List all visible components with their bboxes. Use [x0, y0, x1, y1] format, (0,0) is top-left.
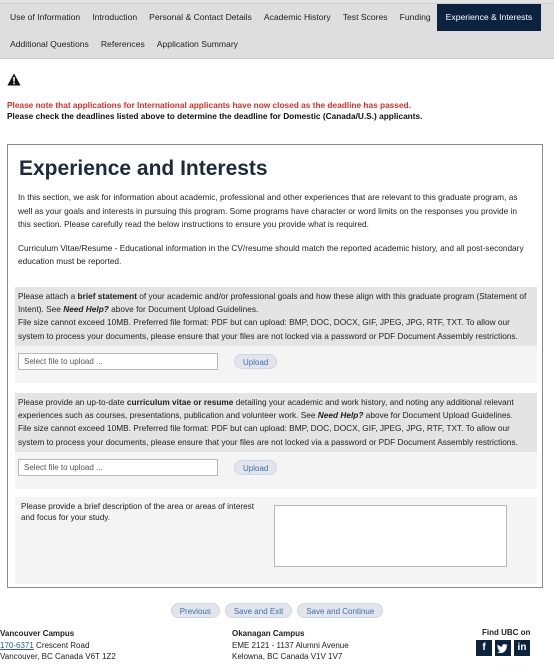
tab-academic-history[interactable]: Academic History	[263, 12, 331, 22]
tab-additional-questions[interactable]: Additional Questions	[10, 39, 89, 49]
footer	[0, 628, 554, 670]
statement-desc-mid: of your academic and/or professional goals and how these align with this graduate program (Statement of Intent). See	[18, 291, 527, 315]
international-closed-notice: Please note that applications for International applicants have now closed as the deadline has passed.	[7, 100, 411, 110]
cv-upload-row	[15, 452, 537, 476]
need-help-link[interactable]: Need Help?	[63, 304, 109, 315]
save-and-continue-button[interactable]: Save and Continue	[297, 603, 383, 618]
experience-interests-panel	[7, 144, 543, 588]
area-of-interest-label: Please provide a brief description of the area or areas of interest and focus for your study.	[21, 502, 255, 522]
facebook-icon[interactable]: f	[476, 640, 492, 656]
statement-description	[15, 287, 537, 346]
nav-row-1	[4, 4, 554, 31]
okanagan-campus	[232, 628, 349, 663]
tab-test-scores[interactable]: Test Scores	[342, 12, 388, 22]
cv-desc-bold: curriculum vitae or resume	[126, 397, 234, 407]
statement-upload-button[interactable]: Upload	[234, 354, 277, 369]
tab-experience-interests[interactable]: Experience & Interests	[437, 4, 541, 31]
statement-desc-post: above for Document Upload Guidelines.	[108, 304, 259, 315]
warning-icon	[7, 73, 21, 86]
find-ubc-label: Find UBC on	[482, 628, 531, 637]
cv-note: Curriculum Vitae/Resume - Educational information in the CV/resume should match the reported academic history, and all post-secondary education must be reported.	[18, 242, 524, 266]
need-help-link[interactable]: Need Help?	[317, 410, 364, 421]
alert-area	[0, 59, 554, 122]
okanagan-campus-name: Okanagan Campus	[232, 629, 305, 638]
section-intro: In this section, we ask for information about academic, professional and other experiences that are relevant to this graduate program, as well as your goals and interests in pursuing this program. Some programs have character or word limits on the responses you provide in this section. Please carefully read the below instructions to ensure you provide what is required.	[18, 192, 518, 229]
area-of-interest-textarea[interactable]	[274, 505, 507, 567]
vancouver-address-line2: Vancouver, BC Canada V6T 1Z2	[0, 652, 116, 661]
cv-file-note: File size cannot exceed 10MB. Preferred file format: PDF but can upload: BMP, DOC, DOCX, GIF, JPEG, JPG, RTF, TXT. To allow our system to process your documents, please ensure that your files are not locked via a password or PDF Document Assembly restrictions.	[18, 423, 518, 447]
tab-use-of-information[interactable]: Use of Information	[10, 12, 81, 22]
tab-personal-contact-details[interactable]: Personal & Contact Details	[149, 12, 252, 22]
linkedin-icon[interactable]: in	[514, 640, 530, 656]
cv-file-input[interactable]: Select file to upload ...	[18, 459, 218, 476]
previous-button[interactable]: Previous	[171, 603, 220, 618]
okanagan-address-line1: EME 2121 - 1137 Alumni Avenue	[232, 640, 349, 650]
form-actions	[0, 603, 554, 618]
okanagan-address-line2: Kelowna, BC Canada V1V 1V7	[232, 652, 343, 661]
vancouver-campus	[0, 628, 116, 663]
tab-references[interactable]: References	[100, 39, 145, 49]
statement-upload-row	[15, 346, 537, 370]
statement-file-note: File size cannot exceed 10MB. Preferred file format: PDF but can upload: BMP, DOC, DOCX, GIF, JPEG, JPG, RTF, TXT. To allow our system to process your documents, please ensure that your files are not locked via a password or PDF Document Assembly restrictions.	[18, 317, 518, 341]
twitter-icon[interactable]	[495, 640, 511, 656]
save-and-exit-button[interactable]: Save and Exit	[225, 603, 292, 618]
tab-application-summary[interactable]: Application Summary	[156, 39, 238, 49]
statement-desc-pre: Please attach a	[18, 291, 78, 301]
page-title: Experience and Interests	[19, 157, 268, 180]
social-links	[476, 640, 530, 656]
statement-file-input[interactable]: Select file to upload ...	[18, 353, 218, 370]
vancouver-address-line1	[0, 640, 116, 652]
application-nav	[0, 4, 554, 59]
cv-desc-mid: detailing your academic and work history, and noting any additional relevant experiences such as courses, presentations, publication and volunteer work. See	[18, 397, 514, 421]
cv-upload-section	[15, 393, 537, 489]
area-of-interest-section	[15, 497, 537, 584]
tab-introduction[interactable]: Introduction	[92, 12, 138, 22]
nav-row-2	[4, 31, 554, 58]
cv-desc-post: above for Document Upload Guidelines.	[363, 410, 513, 421]
domestic-deadline-notice: Please check the deadlines listed above to determine the deadline for Domestic (Canada/U.S.) applicants.	[7, 111, 423, 121]
vancouver-campus-name: Vancouver Campus	[0, 629, 75, 638]
tab-funding[interactable]: Funding	[399, 12, 431, 22]
vancouver-address-street: Crescent Road	[33, 640, 90, 650]
vancouver-address-link[interactable]: 170-6371	[0, 640, 34, 650]
statement-upload-section	[15, 287, 537, 383]
cv-description	[15, 393, 537, 452]
statement-desc-bold: brief statement	[77, 291, 137, 301]
cv-upload-button[interactable]: Upload	[234, 460, 277, 475]
cv-desc-pre: Please provide an up-to-date	[18, 397, 127, 407]
